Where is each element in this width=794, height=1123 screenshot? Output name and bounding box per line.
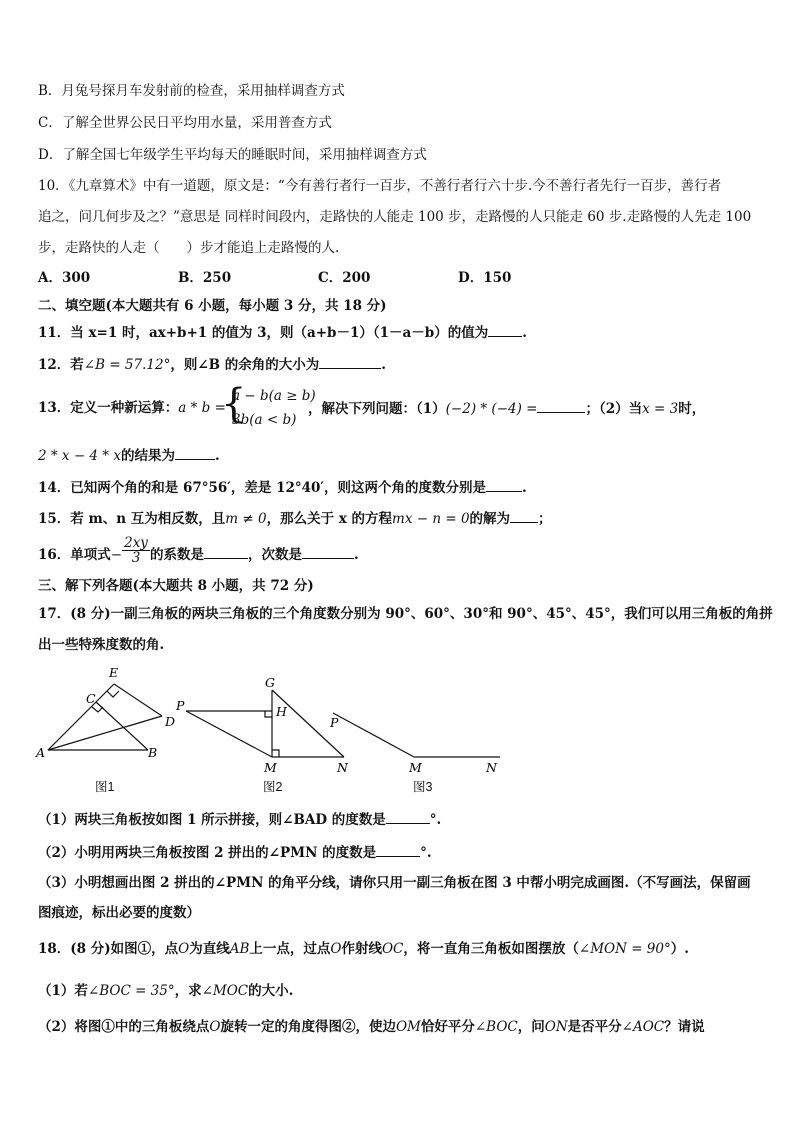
q18-sub1-pre: （1）若 [38,983,88,999]
q18-sub2-t4: 是否平分 [567,1019,622,1035]
q18-sub2-pre: （2）将图①中的三角板绕点 [38,1019,210,1035]
q12-expr: ∠B = 57.12° [83,357,171,373]
q15-eq: mx − n = 0 [392,511,470,527]
q13-cond: x = 3 [642,401,679,417]
q17-sub1-text: （1）两块三角板按如图 1 所示拼接，则∠BAD 的度数是 [38,812,386,828]
q18-o2: O [330,941,342,957]
fig1-label-e: E [109,665,119,680]
q14-end: . [521,480,527,496]
q10-option-c: C．200 [318,270,371,286]
fig3-label-n: N [486,760,497,775]
q13-line2-expr: 2 * x − 4 * x [38,448,121,464]
figure-3-caption: 图3 [413,780,433,794]
q10-option-a: A．300 [38,270,91,286]
q15-tail: 的解为 [469,511,511,527]
q10-option-b: B．250 [178,270,232,286]
q18-t4: ，将一直角三角板如图摆放（ [403,941,579,957]
q13-end: . [214,448,220,464]
q18-ab: AB [229,941,250,957]
q18-sub2-o: O [209,1019,221,1035]
q11 [38,322,527,343]
q15-end: ； [538,511,552,527]
q16-blank2 [302,544,354,559]
fig3-label-p: P [330,715,339,730]
q17-sub1 [38,809,441,830]
q13-line2-text: 的结果为 [120,448,175,464]
fig3-label-m: M [409,760,422,775]
q17-sub2-blank [376,842,420,857]
q18-pre: 18．(8 分)如图①，点 [38,941,179,957]
q17-sub3-line1: （3）小明想画出图 2 拼出的∠PMN 的角平分线，请你只用一副三角板在图 3 中帮小明完成画图.（不写画法，保留画 [38,875,751,891]
q11-end: . [522,325,527,341]
figure-1 [48,684,162,750]
q11-blank [488,322,522,337]
q15 [38,508,552,529]
q12 [38,354,386,375]
q10-option-d: D．150 [458,270,512,286]
q13-line1 [38,398,226,418]
q10-line2: 追之，问几何步及之？”意思是 同样时间段内，走路快的人能走 100 步，走路慢的人只能走 60 步.走路慢的人先走 100 [38,209,752,225]
q16-end: . [353,547,359,563]
q13-sep: ；（2）当 [585,401,643,417]
q17-sub1-blank [386,809,430,824]
q18-sub2-on: ON [544,1019,568,1035]
q12-end: . [381,357,386,373]
q16-mid: 的系数是 [149,547,204,563]
q9-option-c: C．了解全世界公民日平均用水量，采用普查方式 [38,115,332,131]
q18-sub1-mid: ，求 [174,983,202,999]
q13-case2: 3b(a < b) [232,412,297,428]
q17-sub2-end: °. [420,845,432,861]
q16-denominator: 3 [131,550,141,566]
q12-mid: ，则∠B 的余角的大小为 [170,357,320,373]
q13-tail: 时， [678,401,706,417]
q18-cond: ∠MON = 90° [578,941,671,957]
q17-line1: 17．(8 分)一副三角板的两块三角板的三个角度数分别为 90°、60°、30°和 90°、45°、45°，我们可以用三角板的角拼 [38,606,773,622]
q17-figures [0,660,794,780]
section2-heading: 二、填空题(本大题共有 6 小题，每小题 3 分，共 18 分) [38,298,387,314]
q17-line2: 出一些特殊度数的角. [38,637,165,653]
figure-2 [186,690,344,757]
q18-sub2-t2: 恰好平分 [420,1019,475,1035]
q14 [38,477,527,498]
q16-blank1 [204,544,248,559]
q13-mid: ，解决下列问题：（1） [308,401,446,417]
figure-2-caption: 图2 [263,780,283,794]
fig2-label-m: M [264,760,277,775]
q10-options [38,268,511,288]
q16-pre: 16．单项式 [38,547,111,563]
q18-sub1-end: 的大小. [248,983,294,999]
fig1-label-b: B [148,745,158,760]
q18-sub1 [38,981,293,1001]
q16-numerator: 2xy [124,535,148,551]
fig1-label-c: C [86,691,96,706]
q18-oc: OC [381,941,404,957]
fig1-label-a: A [36,745,46,760]
q18-sub2-aoc: ∠AOC [621,1019,665,1035]
q13-line2 [38,445,220,466]
q16-mid2: ，次数是 [247,547,302,563]
q18-t3: 作射线 [341,941,382,957]
q18-t2: 上一点，过点 [249,941,331,957]
q15-blank [510,508,538,523]
q9-option-b: B．月兔号探月车发射前的检查，采用抽样调查方式 [38,83,345,99]
fig1-label-d: D [165,714,176,729]
fig2-label-g: G [265,675,275,690]
figure-1-caption: 图1 [95,780,115,794]
q12-pre: 12．若 [38,357,84,373]
q18-sub1-cond: ∠BOC = 35° [87,983,175,999]
fig2-label-h: H [276,704,287,719]
q13-lhs: a * b = [178,400,226,416]
q13-questions [308,398,705,419]
q17-sub1-end: °. [429,812,442,828]
q14-blank [486,477,522,492]
q18-line1 [38,939,689,959]
fig2-label-n: N [337,760,348,775]
q18-sub2-om: OM [395,1019,421,1035]
q17-sub3-line2: 图痕迹，标出必要的度数） [38,905,200,921]
q17-sub2 [38,842,432,863]
q18-t5: ）. [670,941,689,957]
q15-pre: 15．若 m、n 互为相反数，且 [38,511,226,527]
q9-option-d: D．了解全国七年级学生平均每天的睡眠时间，采用抽样调查方式 [38,147,427,163]
q13-pre: 13．定义一种新运算： [38,400,179,416]
q15-mid: ，那么关于 x 的方程 [266,511,393,527]
q10-line1: 10．《九章算术》中有一道题，原文是：“今有善行者行一百步，不善行者行六十步.今不善行者先行一百步，善行者 [38,178,722,194]
q18-sub2 [38,1017,705,1037]
q16-fraction [122,536,150,565]
q18-sub2-t3: ，问 [517,1019,545,1035]
q18-t1: 为直线 [189,941,230,957]
q14-text: 14．已知两个角的和是 67°56′，差是 12°40′，则这两个角的度数分别是 [38,480,486,496]
q12-blank [319,354,381,369]
q10-line3: 步，走路快的人走（ ）步才能追上走路慢的人. [38,240,340,256]
q11-text: 11．当 x=1 时，ax+b+1 的值为 3，则（a+b－1）（1－a－b）的值为 [38,325,489,341]
q18-sub2-t1: 旋转一定的角度得图②，使边 [220,1019,396,1035]
q17-sub2-text: （2）小明用两块三角板按图 2 拼出的∠PMN 的度数是 [38,845,377,861]
q18-sub2-t5: ？请说 [664,1019,705,1035]
q18-o1: O [178,941,190,957]
q13-blank1 [537,398,585,413]
section3-heading: 三、解下列各题(本大题共 8 小题，共 72 分) [38,578,314,594]
q18-sub1-angle: ∠MOC [201,983,249,999]
q16-sign: − [110,547,123,563]
q15-cond: m ≠ 0 [225,511,267,527]
figure-3 [333,713,500,757]
q13-expr1: (−2) * (−4) = [445,401,538,417]
q13-brace: { [221,381,247,427]
q13-blank2 [175,445,215,460]
q18-sub2-boc: ∠BOC [474,1019,518,1035]
q16 [38,535,359,566]
fig2-label-p: P [176,698,185,713]
q13-case1: a − b(a ≥ b) [232,388,316,404]
